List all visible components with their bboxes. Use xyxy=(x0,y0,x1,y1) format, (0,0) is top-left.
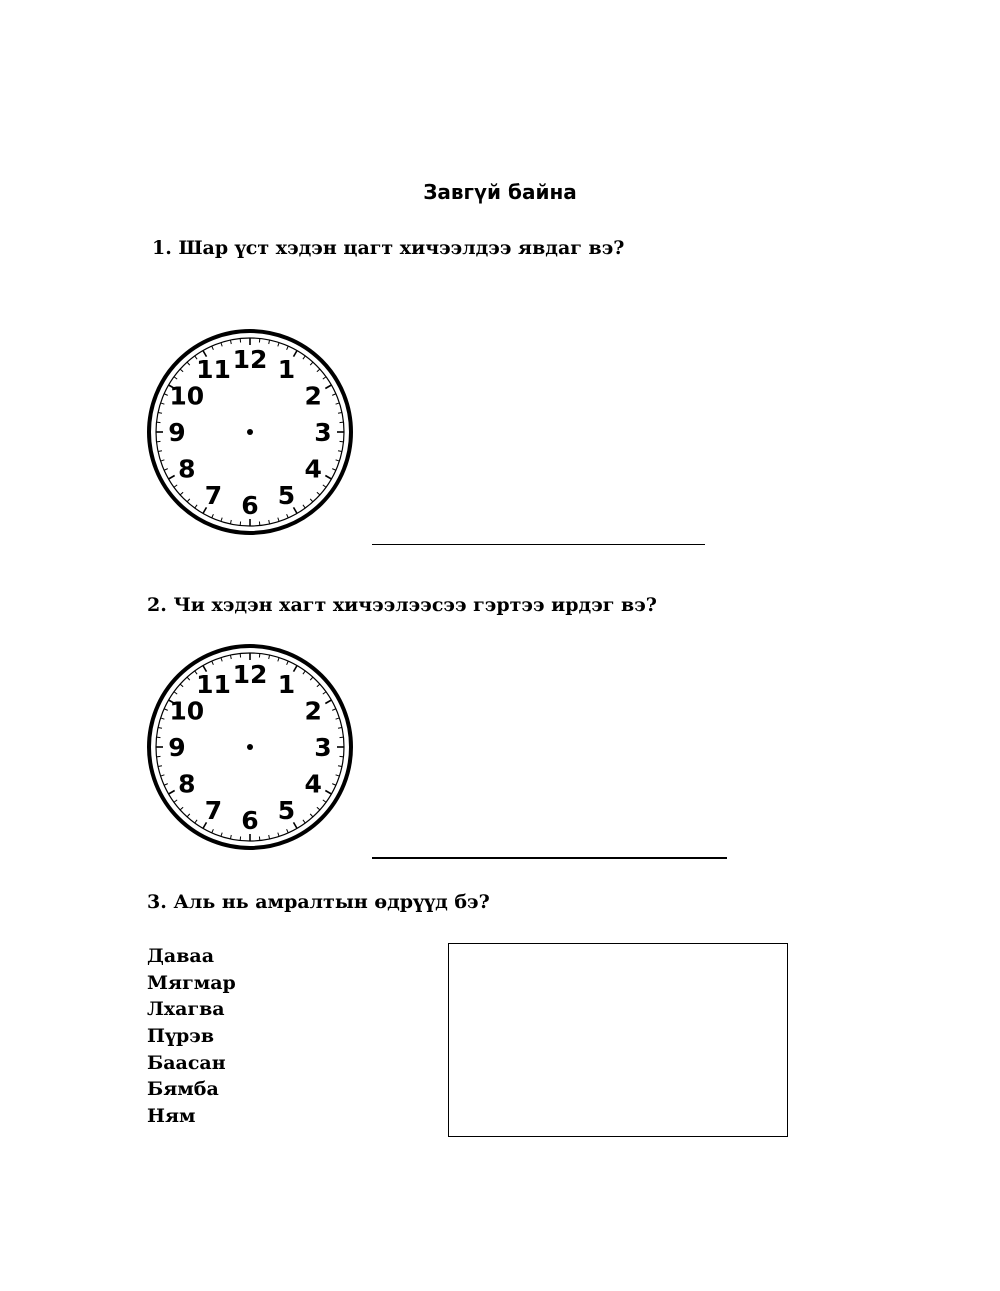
clock-face-2[interactable] xyxy=(147,644,353,850)
question-2: 2. Чи хэдэн хагт хичээлээсээ гэртээ ирдэг вэ? xyxy=(147,594,657,616)
clock-number: 5 xyxy=(277,796,296,826)
clock-number: 2 xyxy=(304,381,322,411)
clock-number: 12 xyxy=(232,345,268,374)
clock-center-dot xyxy=(247,429,253,435)
clock-number: 11 xyxy=(196,354,231,384)
question-1: 1. Шар үст хэдэн цагт хичээлдээ явдаг вэ? xyxy=(152,237,625,259)
clock-center-dot xyxy=(247,744,253,750)
answer-line-2[interactable] xyxy=(372,857,727,859)
clock-number: 1 xyxy=(277,669,296,699)
clock-number: 3 xyxy=(314,418,332,447)
clock-face-1[interactable] xyxy=(147,329,353,535)
clock-number: 10 xyxy=(169,696,205,726)
weekday-item[interactable]: Баасан xyxy=(147,1051,226,1074)
clock-number: 2 xyxy=(304,696,322,726)
clock-number: 3 xyxy=(314,733,332,762)
clock-number: 4 xyxy=(304,454,322,484)
clock-number: 9 xyxy=(168,418,186,447)
clock-number: 6 xyxy=(241,491,259,520)
weekday-item[interactable]: Пүрэв xyxy=(147,1025,215,1048)
clock-number: 6 xyxy=(241,806,259,835)
weekday-item[interactable]: Ням xyxy=(147,1105,196,1128)
weekday-item[interactable]: Бямба xyxy=(147,1078,219,1101)
weekday-item[interactable]: Лхагва xyxy=(147,998,225,1021)
question-3: 3. Аль нь амралтын өдрүүд бэ? xyxy=(147,891,490,913)
clock-number: 9 xyxy=(168,733,186,762)
clock-number: 4 xyxy=(304,769,322,799)
weekday-item[interactable]: Мягмар xyxy=(147,971,236,994)
weekday-item[interactable]: Даваа xyxy=(147,945,215,967)
clock-number: 8 xyxy=(178,769,196,799)
clock-number: 1 xyxy=(277,354,296,384)
clock-number: 12 xyxy=(232,660,268,689)
answer-line-1[interactable] xyxy=(372,544,705,545)
clock-number: 10 xyxy=(169,381,205,411)
clock-number: 8 xyxy=(178,454,196,484)
weekday-list xyxy=(147,943,236,1130)
worksheet-title: Завгүй байна xyxy=(423,180,577,204)
clock-number: 7 xyxy=(204,796,223,826)
clock-number: 7 xyxy=(204,481,223,511)
clock-number: 5 xyxy=(277,481,296,511)
weekend-answer-box[interactable] xyxy=(448,943,788,1137)
clock-number: 11 xyxy=(196,669,231,699)
